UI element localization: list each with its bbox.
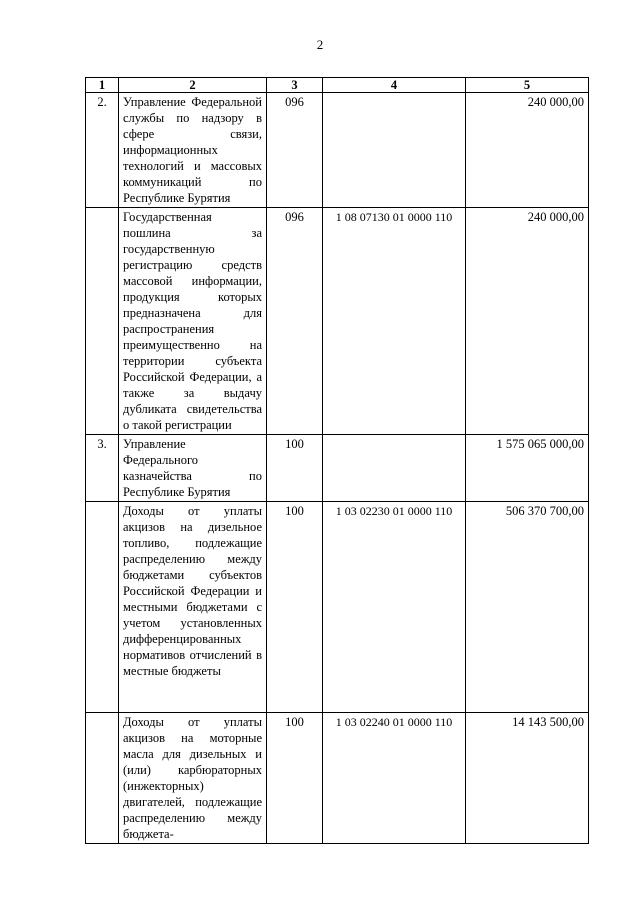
row-amount: 240 000,00	[466, 93, 589, 208]
row-amount: 240 000,00	[466, 208, 589, 435]
row-name: Государственная пошлина за государственную регистрацию средств массовой информации, продукция которых предназначена для распространения преимущественно на территории субъекта Российской Федерации, а также за выдачу дубликата свидетельства о такой регистрации	[119, 208, 267, 435]
column-header: 3	[267, 78, 323, 93]
row-amount: 1 575 065 000,00	[466, 435, 589, 502]
table-row	[86, 93, 589, 208]
row-code: 100	[267, 502, 323, 713]
table-header-row	[86, 78, 589, 93]
row-kbk	[323, 435, 466, 502]
row-code: 096	[267, 208, 323, 435]
row-kbk: 1 03 02230 01 0000 110	[323, 502, 466, 713]
row-number: 2.	[86, 93, 119, 208]
row-kbk: 1 03 02240 01 0000 110	[323, 713, 466, 844]
row-name: Доходы от уплаты акцизов на моторные масла для дизельных и (или) карбюраторных (инжекторных) двигателей, подлежащие распределению между бюджета-	[119, 713, 267, 844]
row-amount: 14 143 500,00	[466, 713, 589, 844]
column-header: 1	[86, 78, 119, 93]
row-code: 100	[267, 435, 323, 502]
row-code: 096	[267, 93, 323, 208]
row-name: Управление Федерального казначейства по Республике Бурятия	[119, 435, 267, 502]
revenue-table	[85, 77, 589, 844]
row-amount: 506 370 700,00	[466, 502, 589, 713]
row-number	[86, 502, 119, 713]
row-kbk: 1 08 07130 01 0000 110	[323, 208, 466, 435]
table-row	[86, 208, 589, 435]
row-number: 3.	[86, 435, 119, 502]
row-name: Управление Федеральной службы по надзору в сфере связи, информационных технологий и массовых коммуникаций по Республике Бурятия	[119, 93, 267, 208]
table-row	[86, 502, 589, 713]
column-header: 4	[323, 78, 466, 93]
table-row	[86, 713, 589, 844]
row-name: Доходы от уплаты акцизов на дизельное топливо, подлежащие распределению между бюджетами субъектов Российской Федерации и местными бюджетами с учетом установленных дифференцированных нормативов отчислений в местные бюджеты	[119, 502, 267, 713]
column-header: 5	[466, 78, 589, 93]
column-header: 2	[119, 78, 267, 93]
page-number: 2	[316, 37, 324, 52]
table-row	[86, 435, 589, 502]
row-number	[86, 208, 119, 435]
row-kbk	[323, 93, 466, 208]
row-number	[86, 713, 119, 844]
row-code: 100	[267, 713, 323, 844]
